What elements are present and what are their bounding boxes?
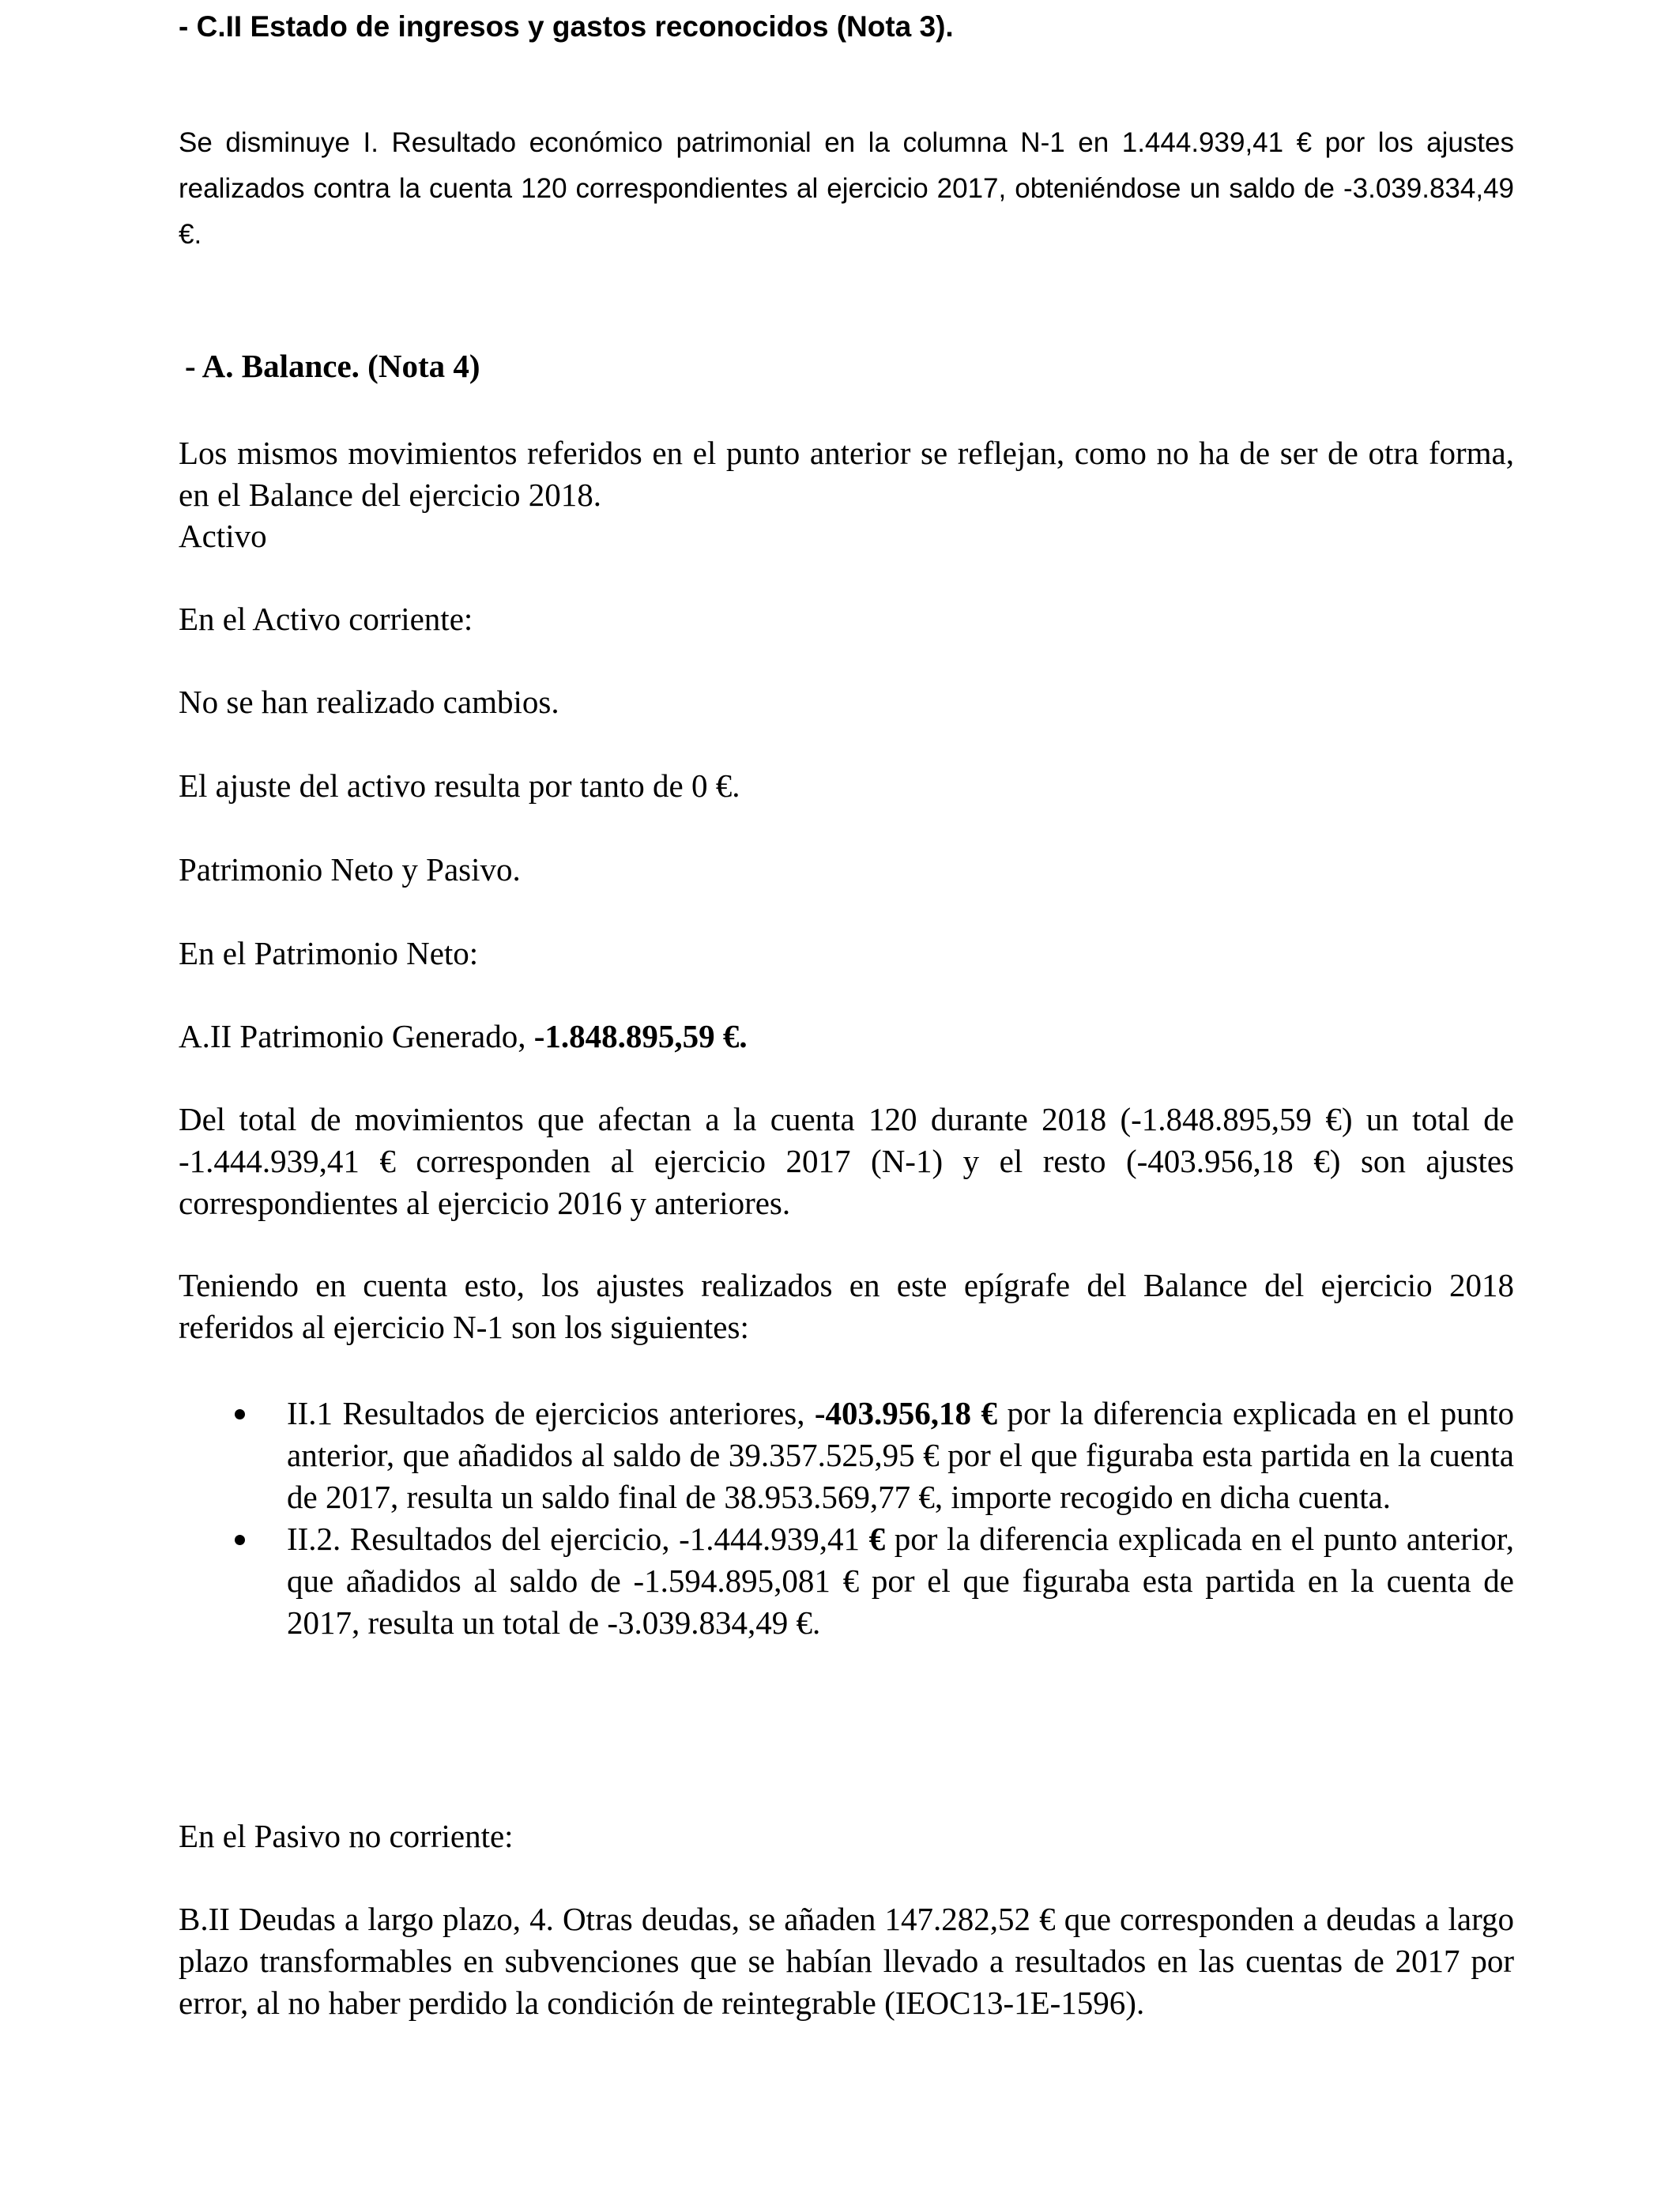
bullet1-text-end: por la diferencia explicada en el punto anterior, que añadidos al saldo de 39.357.525,95 € por el que figuraba esta partida en la cuenta de 2017, resulta un saldo final de 38.953.569,77 €, importe recogido en dicha cuenta. (287, 1395, 1515, 1515)
section-a-heading: - A. Balance. (Nota 4) (185, 348, 480, 384)
ajustes-list (229, 1393, 1514, 1644)
list-item (229, 1393, 1514, 1518)
ajustes-intro-paragraph: Teniendo en cuenta esto, los ajustes realizados en este epígrafe del Balance del ejercicio 2018 referidos al ejercicio N-1 son los siguientes: (179, 1267, 1514, 1345)
ajuste-activo-text: El ajuste del activo resulta por tanto de 0 €. (179, 767, 740, 804)
patrimonio-neto-label: En el Patrimonio Neto: (179, 935, 479, 971)
no-cambios-text: No se han realizado cambios. (179, 684, 559, 720)
section-c2-paragraph: Se disminuye I. Resultado económico patrimonial en la columna N-1 en 1.444.939,41 € por los ajustes realizados contra la cuenta 120 correspondientes al ejercicio 2017, obteniéndose un saldo de -3.039.834,49 €. (179, 127, 1514, 250)
activo-corriente-label: En el Activo corriente: (179, 601, 473, 637)
pasivo-no-corriente-label: En el Pasivo no corriente: (179, 1818, 514, 1854)
patrimonio-generado-label: A.II Patrimonio Generado, (179, 1018, 534, 1054)
activo-label: Activo (179, 518, 267, 554)
bullet2-text-end: por la diferencia explicada en el punto anterior, que añadidos al saldo de -1.594.895,081 € por el que figuraba esta partida en la cuenta de 2017, resulta un total de -3.039.834,49 €. (287, 1521, 1514, 1641)
patrimonio-pasivo-label: Patrimonio Neto y Pasivo. (179, 851, 521, 888)
patrimonio-generado-value: -1.848.895,59 €. (533, 1018, 748, 1054)
bullet-icon (235, 1535, 245, 1545)
patrimonio-generado-line (179, 1016, 1514, 1057)
total-movimientos-paragraph: Del total de movimientos que afectan a la cuenta 120 durante 2018 (-1.848.895,59 €) un total de -1.444.939,41 € corresponden al ejercicio 2017 (N-1) y el resto (-403.956,18 €) son ajustes correspondientes al ejercicio 2016 y anteriores. (179, 1101, 1514, 1221)
balance-intro-paragraph: Los mismos movimientos referidos en el punto anterior se reflejan, como no ha de ser de otra forma, en el Balance del ejercicio 2018. (179, 435, 1514, 513)
section-c2-heading: - C.II Estado de ingresos y gastos reconocidos (Nota 3). (179, 10, 954, 43)
bullet2-bold-value: € (868, 1521, 886, 1557)
bullet1-text-start: II.1 Resultados de ejercicios anteriores, (287, 1395, 815, 1431)
bullet2-text-start: II.2. Resultados del ejercicio, -1.444.939,41 (287, 1521, 869, 1557)
bullet-icon (235, 1409, 245, 1419)
deudas-largo-plazo-paragraph: B.II Deudas a largo plazo, 4. Otras deudas, se añaden 147.282,52 € que corresponden a deudas a largo plazo transformables en subvenciones que se habían llevado a resultados en las cuentas de 2017 por error, al no haber perdido la condición de reintegrable (IEOC13-1E-1596). (179, 1901, 1514, 2021)
bullet1-bold-value: -403.956,18 € (814, 1395, 997, 1431)
list-item (229, 1518, 1514, 1644)
